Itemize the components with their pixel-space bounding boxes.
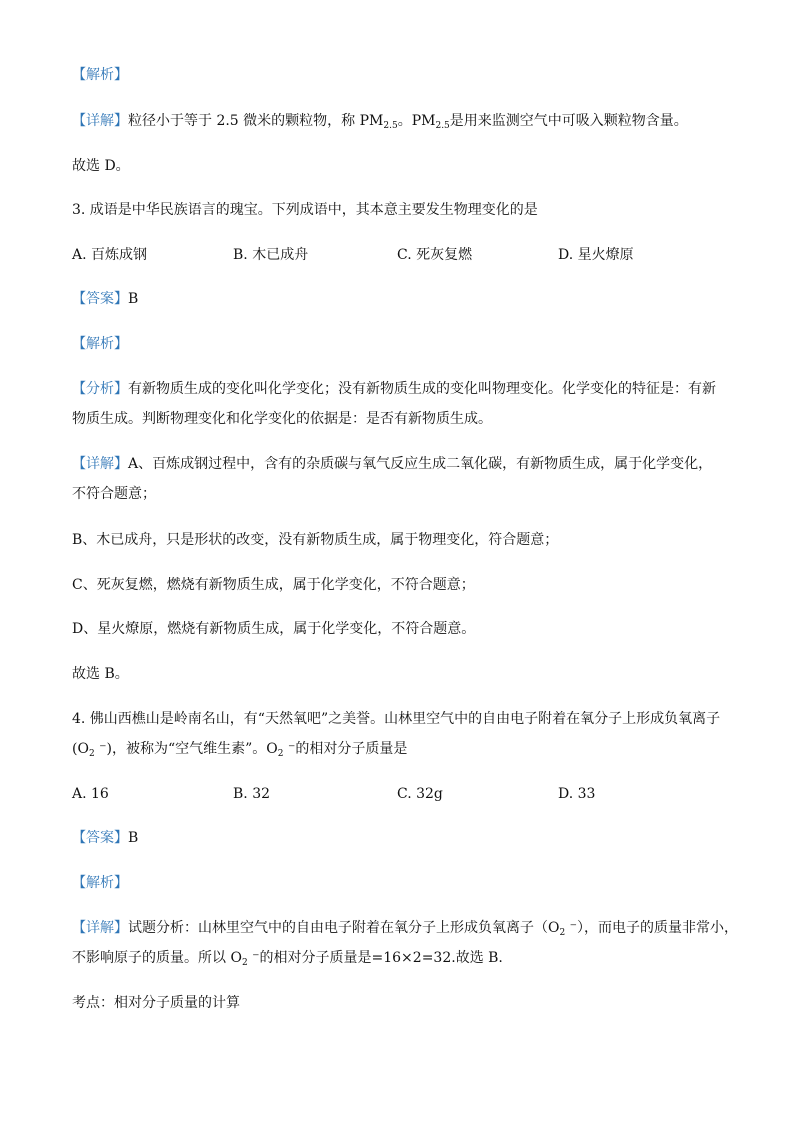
detail-paragraph-2-l1: 【详解】A、百炼成钢过程中，含有的杂质碳与氧气反应生成二氧化碳，有新物质生成，属于化学变化， bbox=[72, 456, 713, 472]
question-3: 3. 成语是中华民族语言的瑰宝。下列成语中，其本意主要发生物理变化的是 bbox=[72, 202, 538, 218]
analysis-tag-3: 【解析】 bbox=[72, 875, 128, 891]
detail-d: D、星火燎原，燃烧有新物质生成，属于化学变化，不符合题意。 bbox=[72, 621, 476, 637]
q3-option-b: B. 木已成舟 bbox=[233, 247, 309, 263]
analysis-paragraph-l1: 【分析】有新物质生成的变化叫化学变化；没有新物质生成的变化叫物理变化。化学变化的特征是：有新 bbox=[72, 381, 716, 397]
exam-point: 考点：相对分子质量的计算 bbox=[72, 995, 240, 1011]
q4-option-b: B. 32 bbox=[233, 786, 271, 802]
q4-option-c: C. 32g bbox=[397, 786, 443, 802]
detail-b: B、木已成舟，只是形状的改变，没有新物质生成，属于物理变化，符合题意； bbox=[72, 532, 559, 548]
q3-option-d: D. 星火燎原 bbox=[558, 247, 634, 263]
q3-option-a: A. 百炼成钢 bbox=[72, 247, 148, 263]
detail-paragraph-2-l2: 不符合题意； bbox=[72, 486, 156, 502]
analysis-tag-2: 【解析】 bbox=[72, 336, 128, 352]
answer-1: 【答案】B bbox=[72, 291, 139, 307]
analysis-paragraph-l2: 物质生成。判断物理变化和化学变化的依据是：是否有新物质生成。 bbox=[72, 411, 492, 427]
q4-option-d: D. 33 bbox=[558, 786, 596, 802]
question-4-l1: 4. 佛山西樵山是岭南名山，有“天然氧吧”之美誉。山林里空气中的自由电子附着在氧分子上形成负氧离子 bbox=[72, 711, 721, 727]
choose-d: 故选 D。 bbox=[72, 158, 130, 174]
answer-2: 【答案】B bbox=[72, 830, 139, 846]
choose-b: 故选 B。 bbox=[72, 666, 129, 682]
detail-paragraph-1: 【详解】粒径小于等于 2.5 微米的颗粒物，称 $PM_{2.5}$。$PM_{2.5}$是用来监测空气中可吸入颗粒物含量。 bbox=[72, 113, 688, 131]
detail-c: C、死灰复燃，燃烧有新物质生成，属于化学变化，不符合题意； bbox=[72, 577, 475, 593]
detail-paragraph-3-l1: 【详解】试题分析：山林里空气中的自由电子附着在氧分子上形成负氧离子（$O_2$ ⁻），而电子的质量非常小， bbox=[72, 920, 739, 938]
question-4-l2: ($O_2$ ⁻)，被称为“空气维生素”。$O_2$ ⁻的相对分子质量是 bbox=[72, 741, 408, 759]
detail-paragraph-3-l2: 不影响原子的质量。所以 $O_2$ ⁻的相对分子质量是=16×2=32.故选 B. bbox=[72, 950, 503, 968]
q3-option-c: C. 死灰复燃 bbox=[397, 247, 473, 263]
analysis-tag-1: 【解析】 bbox=[72, 67, 128, 83]
detail-tag: 【详解】 bbox=[72, 113, 128, 129]
q4-option-a: A. 16 bbox=[72, 786, 109, 802]
